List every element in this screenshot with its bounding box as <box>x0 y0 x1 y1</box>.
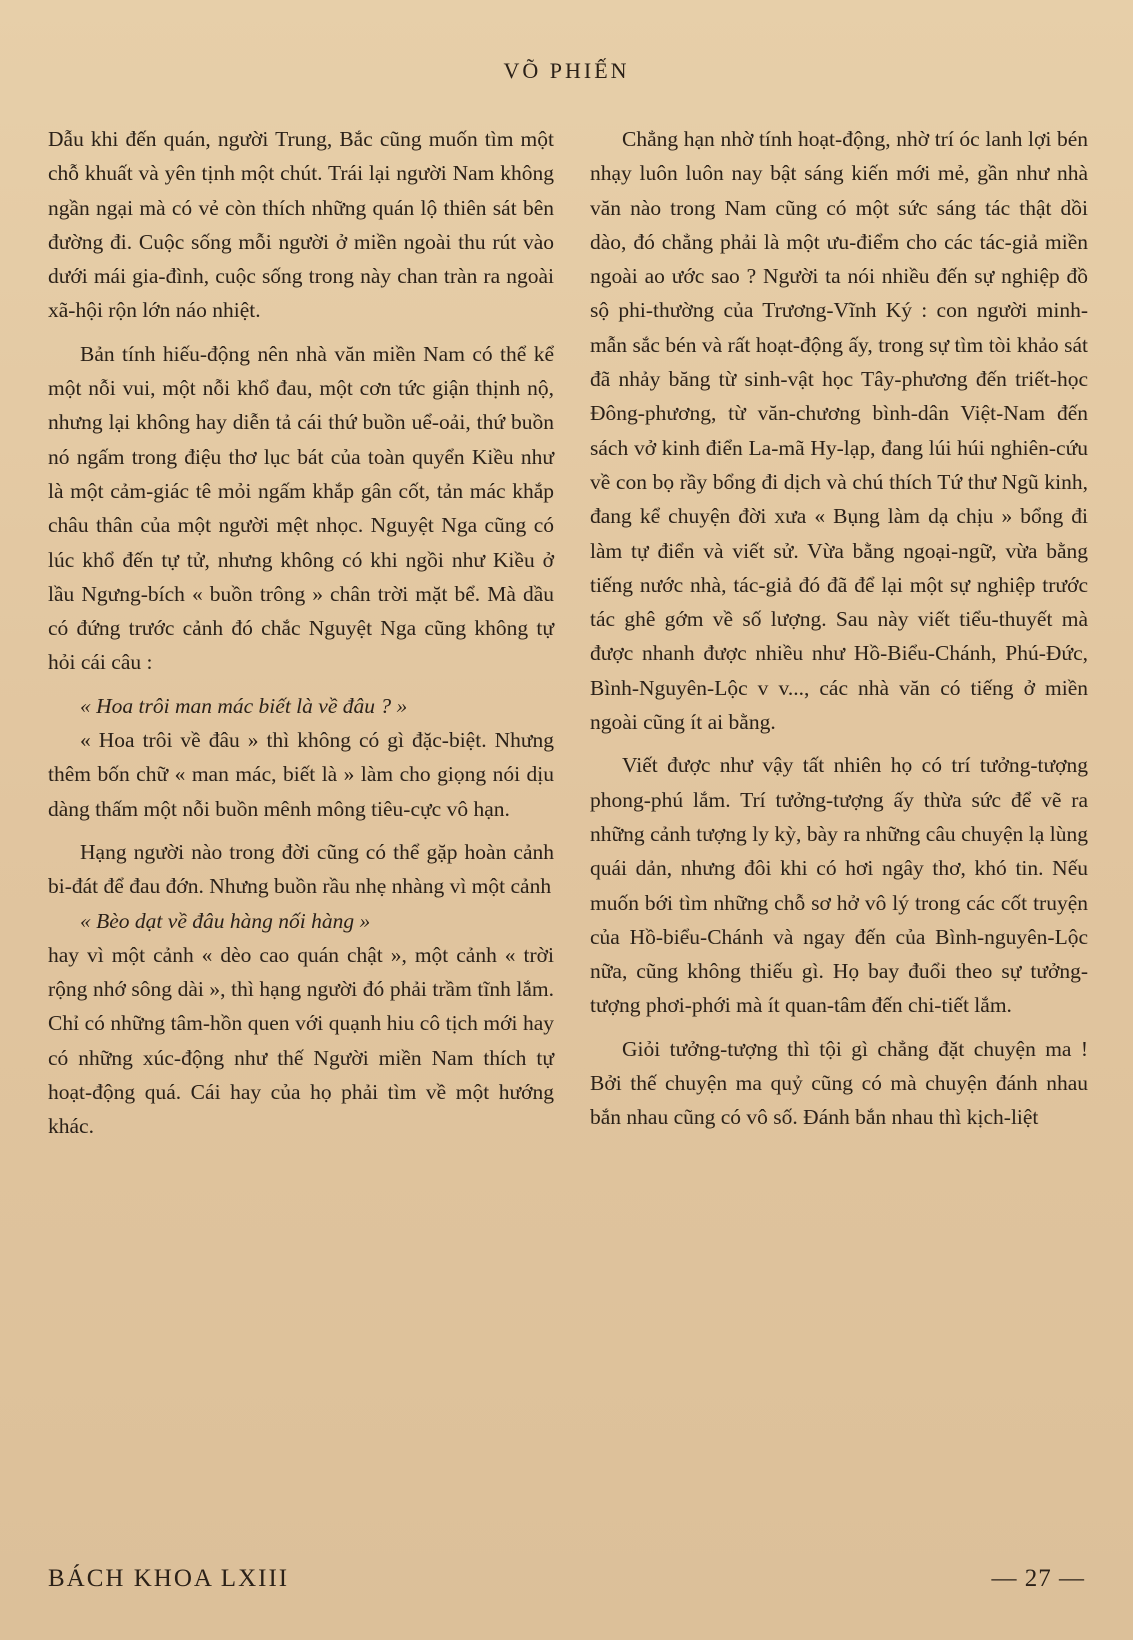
paragraph: Viết được như vậy tất nhiên họ có trí tưởng-tượng phong-phú lắm. Trí tưởng-tượng ấy thừa sức để vẽ ra những cảnh tượng ly kỳ, bày ra những câu chuyện lạ lùng quái dản, nhưng đôi khi có hơi ngây thơ, khó tin. Nếu muốn bới tìm những chỗ sơ hở vô lý trong các cốt truyện của Hồ-biểu-Chánh và ngay đến của Bình-nguyên-Lộc nữa, cũng không thiếu gì. Họ bay đuổi theo sự tưởng-tượng phơi-phới mà ít quan-tâm đến chi-tiết lắm. <box>590 753 1088 1018</box>
paragraph: Hạng người nào trong đời cũng có thể gặp hoàn cảnh bi-đát để đau đớn. Nhưng buồn rầu nhẹ nhàng vì một cảnh <box>48 839 554 899</box>
paragraph: « Hoa trôi về đâu » thì không có gì đặc-biệt. Nhưng thêm bốn chữ « man mác, biết là » làm cho giọng nói dịu dàng thấm một nỗi buồn mênh mông tiêu-cực vô hạn. <box>48 728 554 821</box>
verse-quote: « Bèo dạt về đâu hàng nối hàng » <box>80 908 371 933</box>
paragraph: Giỏi tưởng-tượng thì tội gì chẳng đặt chuyện ma ! Bởi thế chuyện ma quỷ cũng có mà chuyện đánh nhau bắn nhau cũng có vô số. Đánh bắn nhau thì kịch-liệt <box>590 1036 1088 1130</box>
paragraph: hay vì một cảnh « dèo cao quán chật », một cảnh « trời rộng nhớ sông dài », thì hạng người đó phải trầm tĩnh lắm. Chỉ có những tâm-hồn quen với quạnh hiu cô tịch mới hay có những xúc-động như thế Người miền Nam thích tự hoạt-động quá. Cái hay của họ phải tìm về một hướng khác. <box>48 942 554 1139</box>
paragraph: Dẫu khi đến quán, người Trung, Bắc cũng muốn tìm một chỗ khuất và yên tịnh một chút. Trái lại người Nam không ngần ngại mà có vẻ còn thích những quán lộ thiên sát bên đường đi. Cuộc sống mỗi người ở miền ngoài thu rút vào dưới mái gia-đình, cuộc sống trong này chan tràn ra ngoài xã-hội rộn lớn náo nhiệt. <box>48 127 554 323</box>
paragraph: Bản tính hiếu-động nên nhà văn miền Nam có thể kể một nỗi vui, một nỗi khổ đau, một cơn tức giận thịnh nộ, nhưng lại không hay diễn tả cái thứ buồn uể-oải, thứ buồn nó ngấm trong điệu thơ lục bát của toàn quyển Kiều như là một cảm-giác tê mỏi ngấm khắp gân cốt, tản mác khắp châu thân của một người mệt nhọc. Nguyệt Nga cũng có lúc khổ đến tự tử, nhưng không có khi ngồi như Kiều ở lầu Ngưng-bích « buồn trông » chân trời mặt bể. Mà dầu có đứng trước cảnh đó chắc Nguyệt Nga cũng không tự hỏi cái câu : <box>48 341 554 675</box>
verse-quote: « Hoa trôi man mác biết là về đâu ? » <box>80 693 408 718</box>
page-number: — 27 — <box>991 1565 1085 1592</box>
paragraph: Chẳng hạn nhờ tính hoạt-động, nhờ trí óc lanh lợi bén nhạy luôn luôn nay bật sáng kiến mới mẻ, gần như nhà văn nào trong Nam cũng có một sức sáng tác thật dồi dào, đó chẳng phải là một ưu-điểm cho các tác-giả miền ngoài ao ước sao ? Người ta nói nhiều đến sự nghiệp đồ sộ phi-thường của Trương-Vĩnh Ký : con người minh-mẫn sắc bén và rất hoạt-động ấy, trong sự tìm tòi khảo sát đã nhảy băng từ sinh-vật học Tây-phương đến triết-học Đông-phương, từ văn-chương bình-dân Việt-Nam đến sách vở kinh điển La-mã Hy-lạp, đang lúi húi nghiên-cứu về con bọ rầy bổng đi dịch và chú thích Tứ thư Ngũ kinh, đang kể chuyện đời xưa « Bụng làm dạ chịu » bổng đi làm tự điển và viết sử. Vừa bằng ngoại-ngữ, vừa bằng tiếng nước nhà, tác-giả đó đã để lại một sự nghiệp trước tác ghê gớm về số lượng. Sau này viết tiểu-thuyết mà được nhanh được nhiều như Hồ-Biểu-Chánh, Phú-Đức, Bình-Nguyên-Lộc v v..., các nhà văn có tiếng ở miền ngoài cũng ít ai bằng. <box>590 127 1088 735</box>
left-column <box>48 122 554 1153</box>
right-column <box>590 122 1088 1144</box>
running-head: VÕ PHIẾN <box>503 58 630 83</box>
magazine-name: BÁCH KHOA LXIII <box>48 1565 290 1592</box>
